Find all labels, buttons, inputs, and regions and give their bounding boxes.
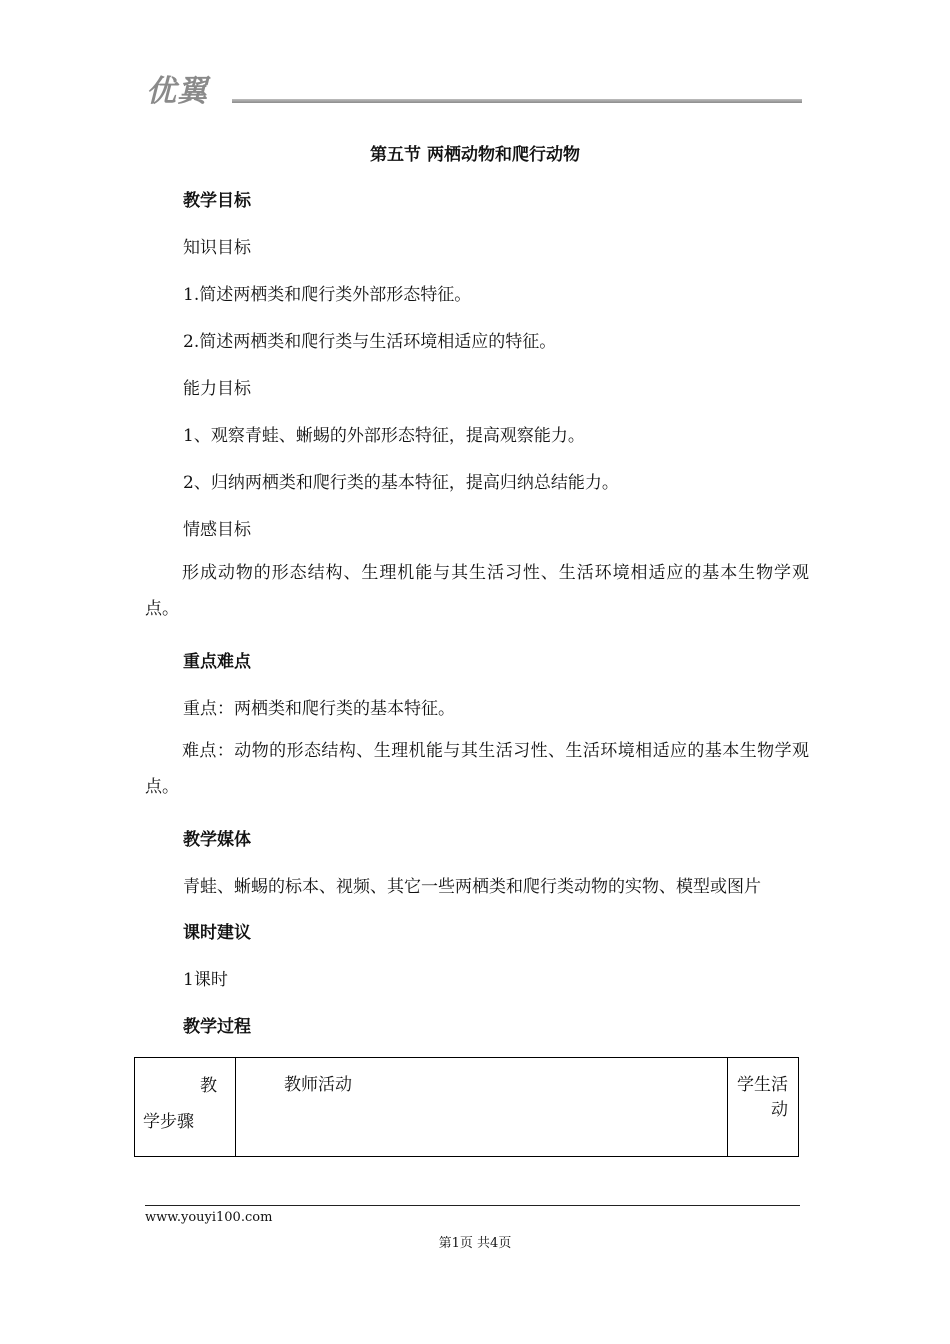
header-divider <box>232 99 802 103</box>
brand-logo: 优翼 <box>146 74 208 109</box>
table-row <box>135 1058 799 1157</box>
heading-process: 教学过程 <box>183 1017 251 1037</box>
student-activity-header: 学生活动 <box>728 1058 799 1157</box>
footer-url[interactable]: www.youyi100.com <box>145 1210 273 1225</box>
media-text: 青蛙、蜥蜴的标本、视频、其它一些两栖类和爬行类动物的实物、模型或图片 <box>183 877 761 897</box>
ability-item-1: 1、观察青蛙、蜥蜴的外部形态特征，提高观察能力。 <box>183 426 585 446</box>
footer-divider <box>145 1205 800 1206</box>
process-table <box>134 1057 799 1157</box>
subheading-ability: 能力目标 <box>183 379 251 399</box>
document-title: 第五节 两栖动物和爬行动物 <box>370 145 580 165</box>
subheading-knowledge: 知识目标 <box>183 238 251 258</box>
heading-media: 教学媒体 <box>183 830 251 850</box>
page-number: 第1页 共4页 <box>438 1236 512 1251</box>
step-header-line1: 教 <box>200 1076 217 1096</box>
step-cell <box>135 1058 236 1157</box>
key-point: 重点：两栖类和爬行类的基本特征。 <box>183 699 455 719</box>
emotion-paragraph: 形成动物的形态结构、生理机能与其生活习性、生活环境相适应的基本生物学观点。 <box>145 563 809 619</box>
teacher-activity-header: 教师活动 <box>236 1058 728 1157</box>
heading-teaching-goals: 教学目标 <box>183 191 251 211</box>
difficulty-paragraph: 难点：动物的形态结构、生理机能与其生活习性、生活环境相适应的基本生物学观点。 <box>145 741 809 797</box>
subheading-emotion: 情感目标 <box>183 520 251 540</box>
ability-item-2: 2、归纳两栖类和爬行类的基本特征，提高归纳总结能力。 <box>183 473 619 493</box>
knowledge-item-2: 2.简述两栖类和爬行类与生活环境相适应的特征。 <box>183 332 557 352</box>
step-header-line2: 学步骤 <box>143 1112 194 1132</box>
class-hours-text: 1课时 <box>183 970 228 990</box>
heading-key-points: 重点难点 <box>183 652 251 672</box>
knowledge-item-1: 1.简述两栖类和爬行类外部形态特征。 <box>183 285 472 305</box>
heading-class-hours: 课时建议 <box>183 923 251 943</box>
